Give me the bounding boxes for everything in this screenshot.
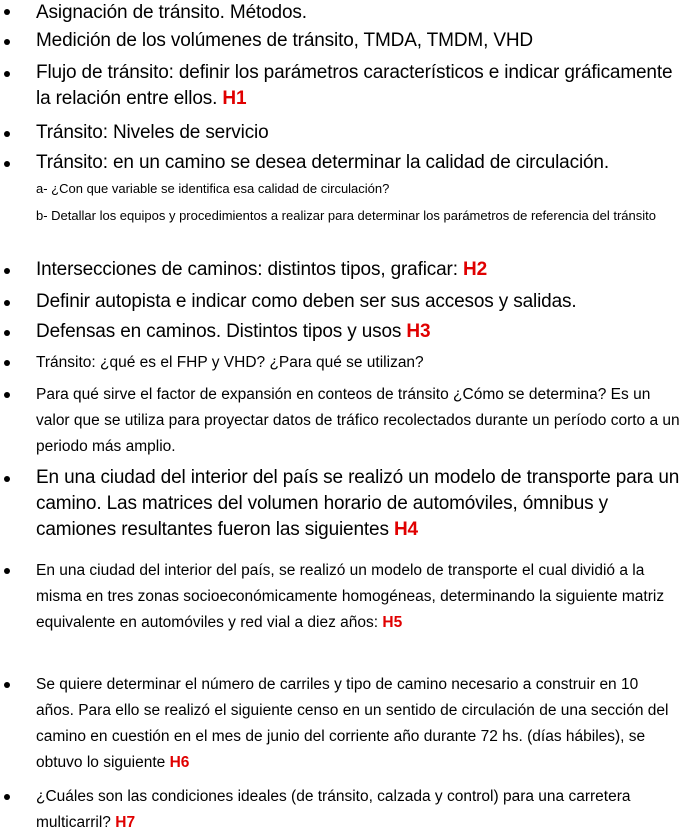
- list-item-text: Se quiere determinar el número de carriles y tipo de camino necesario a construir en 10 años. Para ello se realizó el siguiente censo en un sentido de circulación de una sección del camino en cuestión en el mes de junio del corriente año durante 72 hs. (días hábiles), se obtuvo lo siguiente H6: [36, 676, 669, 771]
- reference-tag: H3: [406, 321, 431, 342]
- bullet: [4, 39, 10, 45]
- list-item-text: Flujo de tránsito: definir los parámetros característicos e indicar gráficamente la relación entre ellos. H1: [36, 62, 673, 109]
- bullet: [4, 161, 10, 167]
- bullet: [4, 682, 10, 688]
- bullet: [4, 568, 10, 574]
- list-item-text: Defensas en caminos. Distintos tipos y usos H3: [36, 321, 431, 342]
- bullet: [4, 330, 10, 336]
- list-item-text: Definir autopista e indicar como deben ser sus accesos y salidas.: [36, 291, 577, 312]
- list-item-text: Tránsito: Niveles de servicio: [36, 122, 269, 143]
- list-item-text: En una ciudad del interior del país se realizó un modelo de transporte para un camino. Las matrices del volumen horario de automóviles, ómnibus y camiones resultantes fueron las siguientes H4: [36, 467, 680, 540]
- reference-tag: H6: [169, 754, 190, 771]
- sub-item-b: b- Detallar los equipos y procedimientos a realizar para determinar los parámetros de referencia del tránsito: [36, 208, 656, 223]
- bullet: [4, 360, 10, 366]
- reference-tag: H1: [222, 88, 247, 109]
- bullet: [4, 476, 10, 482]
- list-item-text: Para qué sirve el factor de expansión en conteos de tránsito ¿Cómo se determina? Es un valor que se utiliza para proyectar datos de tráfico recolectados durante un período corto a un periodo más amplio.: [36, 386, 680, 455]
- list-item-text: Tránsito: en un camino se desea determinar la calidad de circulación.: [36, 152, 609, 173]
- reference-tag: H5: [382, 614, 403, 631]
- bullet: [4, 131, 10, 137]
- reference-tag: H2: [463, 259, 488, 280]
- bullet: [4, 392, 10, 398]
- list-item-text: ¿Cuáles son las condiciones ideales (de tránsito, calzada y control) para una carretera multicarril? H7: [36, 788, 631, 831]
- bullet: [4, 71, 10, 77]
- reference-tag: H7: [115, 814, 136, 831]
- bullet: [4, 268, 10, 274]
- bullet: [4, 794, 10, 800]
- list-item-text: Asignación de tránsito. Métodos.: [36, 2, 307, 23]
- list-item-text: Tránsito: ¿qué es el FHP y VHD? ¿Para qué se utilizan?: [36, 354, 424, 371]
- sub-item-a: a- ¿Con que variable se identifica esa calidad de circulación?: [36, 181, 390, 196]
- list-item-text: Medición de los volúmenes de tránsito, TMDA, TMDM, VHD: [36, 30, 533, 51]
- bullet: [4, 300, 10, 306]
- list-item-text: En una ciudad del interior del país, se realizó un modelo de transporte el cual dividió a la misma en tres zonas socioeconómicamente homogéneas, determinando la siguiente matriz equivalente en automóviles y red vial a diez años: H5: [36, 562, 665, 631]
- list-item-text: Intersecciones de caminos: distintos tipos, graficar: H2: [36, 259, 488, 280]
- bullet: [4, 9, 10, 15]
- reference-tag: H4: [393, 519, 418, 540]
